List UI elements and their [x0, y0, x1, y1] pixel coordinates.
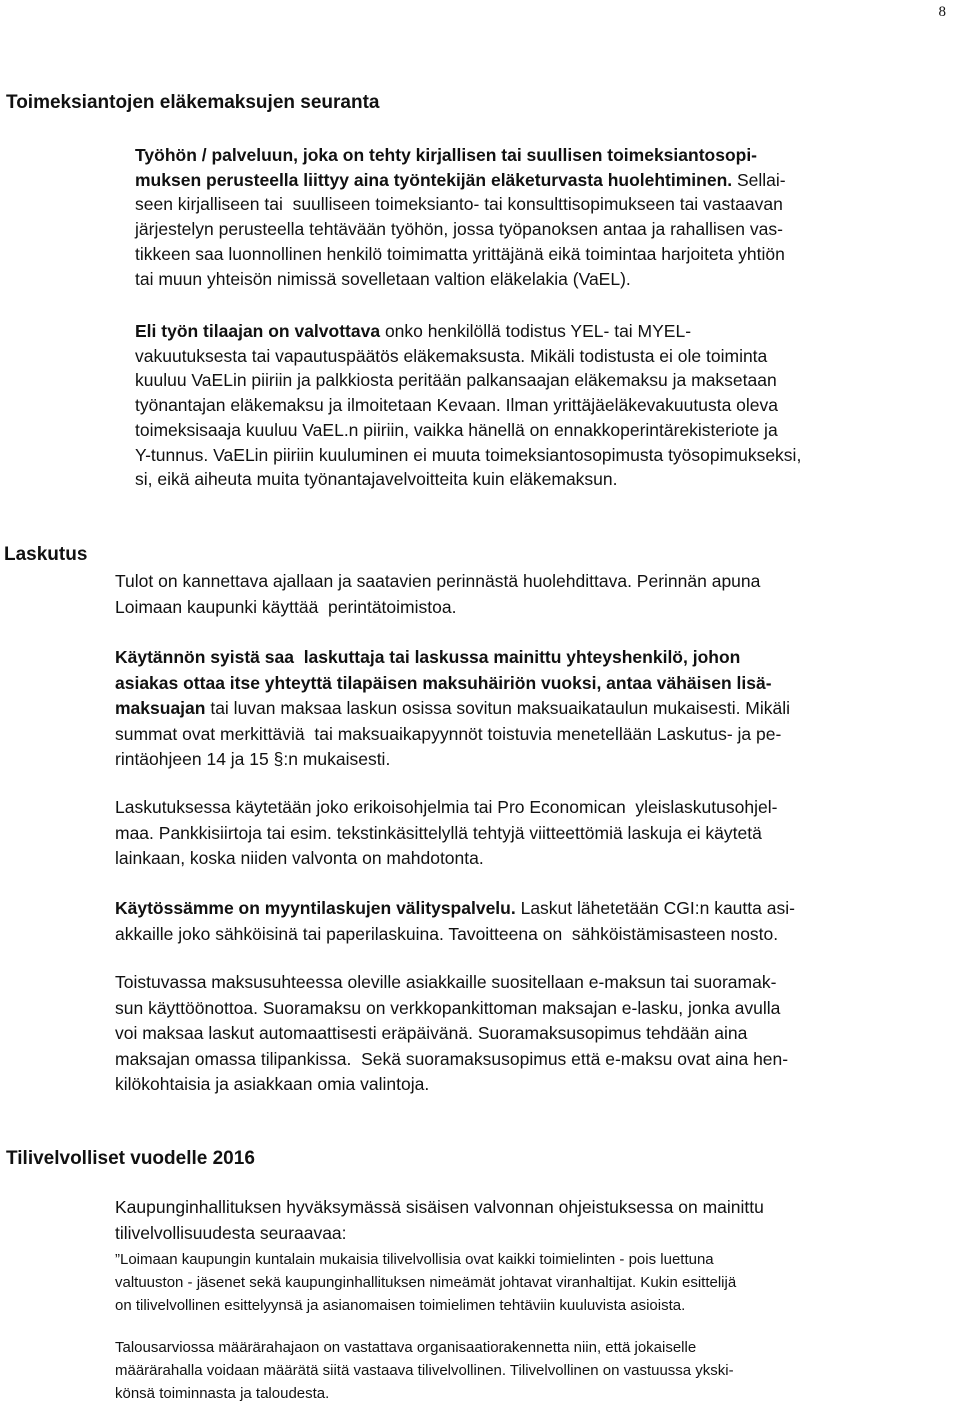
paragraph-bold-text: muksen perusteella liittyy aina työntekijän eläketurvasta huolehtiminen.	[135, 169, 733, 190]
paragraph-e-maksu	[115, 970, 950, 1098]
paragraph-line: Talousarviossa määrärahajaon on vastattava organisaatiorakennetta niin, että jokaiselle	[115, 1339, 697, 1356]
paragraph-quote-tilivelvolliset	[115, 1248, 950, 1317]
paragraph-bold-text: maksuajan	[115, 698, 206, 718]
paragraph-line: sun käyttöönottoa. Suoramaksu on verkkopankittoman maksajan e-lasku, jonka avulla	[115, 997, 781, 1018]
paragraph-bold-text: Eli työn tilaajan on valvottava	[135, 321, 381, 341]
paragraph-laskutusohjelmat	[115, 795, 950, 872]
paragraph-line: vakuutuksesta tai vapautuspäätös eläkemaksusta. Mikäli todistusta ei ole toiminta	[135, 345, 768, 366]
paragraph-line: seen kirjalliseen tai suulliseen toimeksianto- tai konsulttisopimukseen tai vastaavan	[135, 194, 783, 215]
paragraph-line: voi maksaa laskut automaattisesti eräpäivänä. Suoramaksusopimus tehdään aina	[115, 1023, 748, 1043]
paragraph-line: akkaille joko sähköisinä tai paperilaskuina. Tavoitteena on sähköistämisasteen nosto.	[115, 923, 779, 944]
paragraph-line: Laskutuksessa käytetään joko erikoisohjelmia tai Pro Economican yleislaskutusohjel-	[115, 797, 778, 817]
paragraph-line: Y-tunnus. VaELin piiriin kuuluminen ei muuta toimeksiantosopimusta työsopimukseksi,	[135, 444, 802, 465]
paragraph-line-mixed	[115, 696, 950, 722]
paragraph-maksuaika	[115, 645, 950, 773]
paragraph-line: Tulot on kannettava ajallaan ja saatavien perinnästä huolehdittava. Perinnän apuna	[115, 571, 761, 591]
paragraph-line: järjestelyn perusteella tehtävään työhön, jossa työpanoksen antaa ja rahallisen vas-	[135, 219, 783, 240]
paragraph-line: kilökohtaisia ja asiakkaan omia valintoja.	[115, 1074, 430, 1094]
paragraph-line: on tilivelvollinen esittelyynsä ja asianomaisen toimielimen tehtäviin kuuluvista asioista.	[115, 1297, 686, 1314]
paragraph-valityspalvelu	[115, 896, 950, 947]
paragraph-talousarvio	[115, 1336, 950, 1405]
paragraph-bold-line: Työhön / palveluun, joka on tehty kirjallisen tai suullisen toimeksiantosopi-	[135, 145, 758, 165]
paragraph-text: onko henkilöllä todistus YEL- tai MYEL-	[380, 321, 692, 341]
paragraph-bold-line: Käytännön syistä saa laskuttaja tai laskussa mainittu yhteyshenkilö, johon	[115, 647, 741, 667]
paragraph-line-mixed	[135, 319, 950, 344]
paragraph-line: työnantajan eläkemaksu ja ilmoitetaan Kevaan. Ilman yrittäjäeläkevakuutusta oleva	[135, 395, 779, 416]
paragraph-line: valtuuston - jäsenet sekä kaupunginhallituksen nimeämät johtavat viranhaltijat. Kukin esittelijä	[115, 1274, 737, 1291]
paragraph-line: lainkaan, koska niiden valvonta on mahdotonta.	[115, 848, 484, 868]
paragraph-line: tikkeen saa luonnollinen henkilö toimimatta yrittäjänä eikä toimintaa harjoiteta yhtiön	[135, 243, 785, 264]
paragraph-line: könsä toiminnasta ja taloudesta.	[115, 1385, 330, 1402]
paragraph-line: tai muun yhteisön nimissä sovelletaan valtion eläkelakia (VaEL).	[135, 268, 631, 289]
paragraph-line: rintäohjeen 14 ja 15 §:n mukaisesti.	[115, 749, 391, 769]
paragraph-text: tai luvan maksaa laskun osissa sovitun maksuaikataulun mukaisesti. Mikäli	[205, 698, 791, 718]
paragraph-line: toimeksisaaja kuuluu VaEL.n piiriin, vaikka hänellä on ennakkoperintärekisteriote ja	[135, 419, 778, 440]
paragraph-tulot	[115, 569, 950, 620]
section-heading-laskutus: Laskutus	[4, 544, 88, 565]
paragraph-line: Kaupunginhallituksen hyväksymässä sisäisen valvonnan ohjeistuksessa on mainittu	[115, 1197, 764, 1217]
paragraph-line: si, eikä aiheuta muita työnantajavelvoitteita kuin eläkemaksun.	[135, 469, 618, 490]
paragraph-line: ”Loimaan kaupungin kuntalain mukaisia tilivelvollisia ovat kaikki toimielinten - pois luettuna	[115, 1251, 714, 1268]
paragraph-line: määrärahalla voidaan määrätä siitä vastaava tilivelvollinen. Tilivelvollinen on vastuussa ykski-	[115, 1362, 734, 1379]
paragraph-line: kuuluu VaELin piiriin ja palkkiosta peritään palkansaajan eläkemaksu ja maksetaan	[135, 370, 777, 391]
paragraph-line-mixed	[115, 896, 950, 922]
paragraph-line: maksajan omassa tilipankissa. Sekä suoramaksusopimus että e-maksu ovat aina hen-	[115, 1048, 789, 1069]
paragraph-line: Loimaan kaupunki käyttää perintätoimistoa.	[115, 596, 457, 617]
section-heading-eläkemaksut: Toimeksiantojen eläkemaksujen seuranta	[6, 92, 380, 113]
page-number: 8	[938, 4, 946, 20]
paragraph-bold-line: asiakas ottaa itse yhteyttä tilapäisen maksuhäiriön vuoksi, antaa vähäisen lisä-	[115, 672, 772, 693]
paragraph-toimeksianto-intro	[135, 143, 950, 291]
paragraph-line: Toistuvassa maksusuhteessa oleville asiakkaille suositellaan e-maksun tai suoramak-	[115, 972, 777, 992]
paragraph-line: tilivelvollisuudesta seuraavaa:	[115, 1222, 347, 1243]
paragraph-ohjeistus	[115, 1195, 950, 1246]
paragraph-line: maa. Pankkisiirtoja tai esim. tekstinkäsittelyllä tehtyjä viitteettömiä laskuja ei käytetä	[115, 822, 762, 843]
paragraph-bold-text: Käytössämme on myyntilaskujen välityspalvelu.	[115, 898, 516, 918]
paragraph-text: Sellai-	[732, 169, 786, 190]
section-heading-tilivelvolliset: Tilivelvolliset vuodelle 2016	[6, 1148, 255, 1169]
paragraph-text: Laskut lähetetään CGI:n kautta asi-	[515, 898, 795, 918]
paragraph-tyon-tilaaja	[135, 319, 950, 492]
paragraph-line: summat ovat merkittäviä tai maksuaikapyynnöt toistuvia menetellään Laskutus- ja pe-	[115, 723, 782, 744]
paragraph-line-mixed	[135, 168, 950, 193]
